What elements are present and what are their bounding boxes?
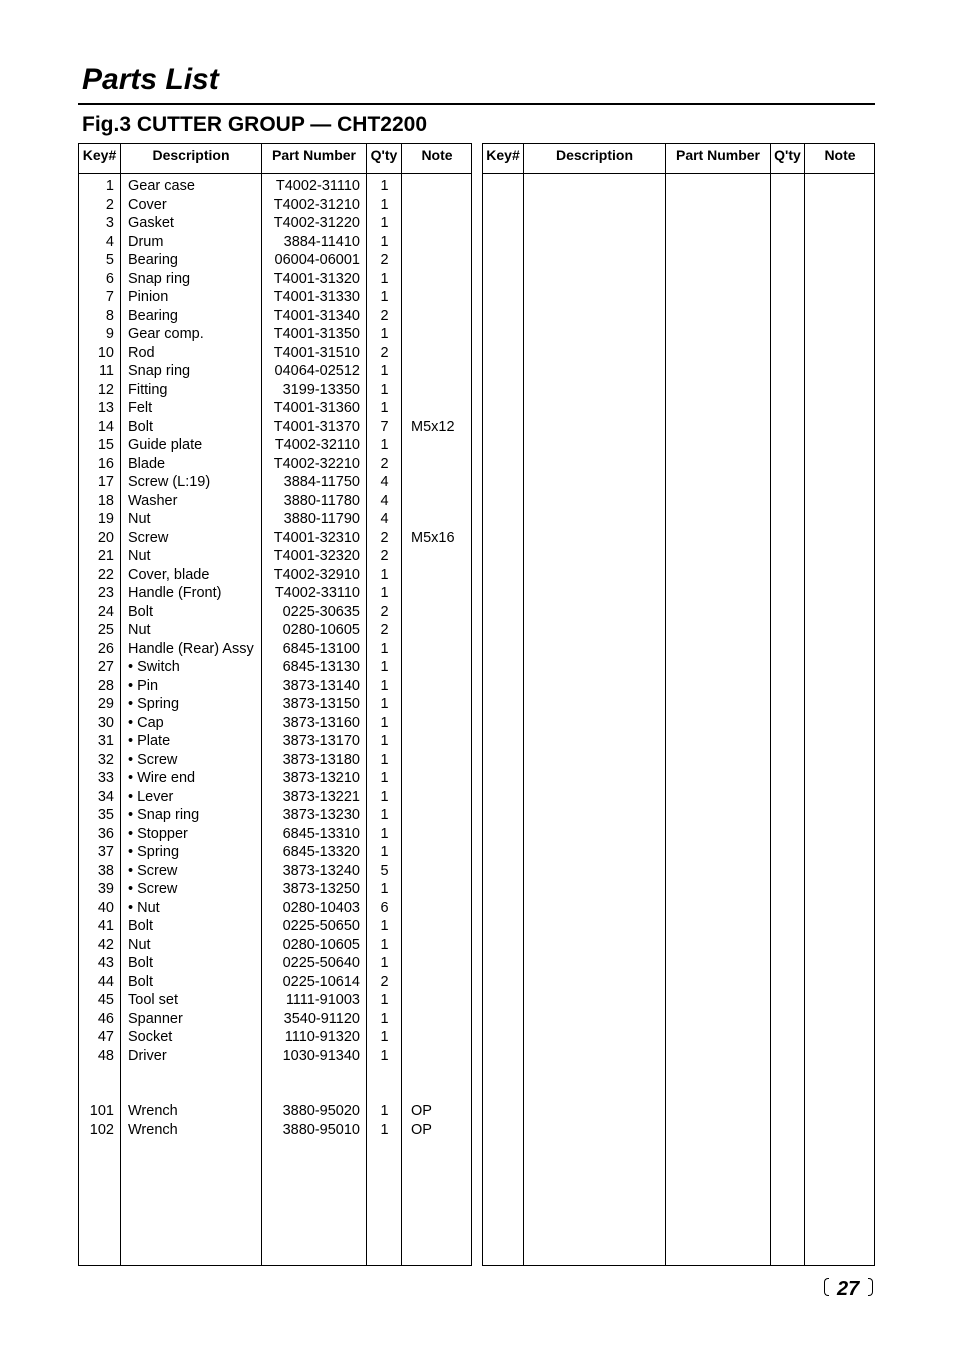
qty-cell: 1 (380, 677, 389, 694)
key-cell: 48 (97, 1047, 114, 1064)
qty-cell: 1 (380, 196, 389, 213)
qty-cell: 2 (380, 344, 389, 361)
table-row (79, 473, 471, 492)
table-row (79, 362, 471, 381)
part-number-cell: 3873-13180 (282, 751, 360, 768)
key-cell: 44 (97, 973, 114, 990)
description-cell: Handle (Front) (128, 585, 222, 601)
table-row (79, 954, 471, 973)
qty-cell: 1 (380, 770, 389, 786)
description-cell: Bolt (128, 918, 153, 934)
key-cell: 22 (97, 566, 114, 583)
header-description: Description (555, 147, 633, 163)
description-cell: Cover (128, 196, 167, 213)
table-row (79, 788, 471, 807)
part-number-cell: 3880-11780 (283, 492, 360, 509)
part-number-cell: T4001-31510 (273, 344, 360, 361)
table-row (79, 1028, 471, 1047)
header-part-number: Part Number (675, 147, 761, 163)
part-number-cell: T4002-31110 (275, 178, 360, 194)
description-cell: Nut (128, 548, 151, 564)
qty-cell: 2 (380, 548, 389, 564)
table-row (79, 732, 471, 751)
qty-cell: 1 (380, 1010, 389, 1027)
part-number-cell: 3880-11790 (283, 511, 360, 527)
page-number (820, 1276, 880, 1302)
key-cell: 38 (97, 862, 114, 879)
part-number-cell: 06004-06001 (274, 252, 360, 268)
qty-cell: 1 (380, 326, 389, 342)
description-cell: Rod (128, 344, 155, 361)
qty-cell: 6 (380, 899, 389, 916)
description-cell: • Stopper (128, 825, 188, 842)
description-cell: Washer (128, 492, 178, 509)
table-row (79, 862, 471, 881)
table-row (79, 455, 471, 474)
key-cell: 34 (97, 788, 114, 805)
description-cell: • Switch (128, 659, 180, 675)
key-cell: 18 (97, 492, 114, 509)
table-row (79, 843, 471, 862)
part-number-cell: 0225-30635 (282, 603, 360, 620)
qty-cell: 2 (380, 529, 389, 546)
table-row (79, 196, 471, 215)
key-cell: 35 (97, 807, 114, 823)
table-row (79, 399, 471, 418)
table-row (79, 584, 471, 603)
part-number-cell: 0280-10403 (282, 899, 360, 916)
description-cell: Wrench (128, 1103, 178, 1119)
part-number-cell: 3880-95010 (282, 1121, 360, 1138)
key-cell: 101 (89, 1103, 114, 1119)
description-cell: Bolt (128, 603, 153, 620)
qty-cell: 1 (380, 714, 389, 731)
table-row (79, 1084, 471, 1103)
table-row (79, 936, 471, 955)
key-cell: 32 (97, 751, 114, 768)
table-row (79, 677, 471, 696)
key-cell: 3 (105, 215, 114, 231)
key-cell: 13 (97, 400, 114, 416)
part-number-cell: 3540-91120 (283, 1010, 360, 1027)
description-cell: • Screw (128, 751, 178, 768)
key-cell: 36 (97, 825, 114, 842)
key-cell: 5 (105, 252, 114, 268)
key-cell: 20 (97, 529, 114, 546)
part-number-cell: 3873-13160 (282, 714, 360, 731)
figure-title: Fig.3 CUTTER GROUP — CHT2200 (82, 113, 428, 136)
qty-cell: 1 (380, 437, 389, 453)
qty-cell: 1 (380, 936, 389, 953)
qty-cell: 1 (380, 788, 389, 805)
qty-cell: 1 (380, 289, 389, 305)
description-cell: • Wire end (128, 770, 196, 786)
part-number-cell: 3884-11750 (283, 474, 360, 490)
key-cell: 26 (97, 640, 114, 657)
table-row (79, 307, 471, 326)
description-cell: • Spring (128, 844, 180, 860)
part-number-cell: T4002-31220 (273, 215, 360, 231)
description-cell: Blade (128, 455, 166, 472)
part-number-cell: 1110-91320 (284, 1029, 360, 1045)
description-cell: Gear comp. (128, 326, 204, 342)
part-number-cell: 3873-13250 (282, 881, 360, 897)
qty-cell: 1 (380, 918, 389, 934)
qty-cell: 1 (380, 381, 389, 398)
part-number-cell: 1111-91003 (285, 992, 360, 1008)
description-cell: Snap ring (128, 270, 191, 287)
table-row (79, 695, 471, 714)
part-number-cell: T4001-31350 (273, 326, 360, 342)
qty-cell: 1 (380, 807, 389, 823)
qty-cell: 4 (380, 474, 389, 490)
part-number-cell: 0225-50640 (282, 955, 360, 971)
key-cell: 8 (105, 307, 114, 324)
table-row (79, 880, 471, 899)
page-title: Parts List (82, 63, 219, 96)
key-cell: 14 (97, 418, 114, 435)
table-row (79, 270, 471, 289)
description-cell: • Lever (128, 788, 174, 805)
qty-cell: 7 (380, 418, 389, 435)
header-divider (483, 173, 874, 174)
part-number-cell: T4001-32320 (273, 548, 360, 564)
table-row (79, 325, 471, 344)
description-cell: Bolt (128, 418, 153, 435)
part-number-cell: 6845-13320 (282, 844, 360, 860)
qty-cell: 1 (380, 400, 389, 416)
table-row (79, 917, 471, 936)
header-qty: Q'ty (774, 147, 801, 163)
part-number-cell: 1030-91340 (282, 1047, 360, 1064)
key-cell: 27 (97, 659, 114, 675)
description-cell: • Spring (128, 696, 180, 712)
table-row (79, 288, 471, 307)
part-number-cell: 0225-50650 (282, 918, 360, 934)
description-cell: Socket (128, 1029, 173, 1045)
part-number-cell: 04064-02512 (274, 363, 360, 379)
qty-cell: 1 (380, 1103, 389, 1119)
table-row (79, 1047, 471, 1066)
table-row (79, 899, 471, 918)
description-cell: Nut (128, 511, 151, 527)
table-row (79, 769, 471, 788)
part-number-cell: 3873-13210 (282, 770, 360, 786)
table-row (79, 251, 471, 270)
description-cell: • Screw (128, 881, 178, 897)
page-number-value: 27 (837, 1278, 860, 1300)
key-cell: 42 (97, 936, 114, 953)
key-cell: 43 (97, 955, 114, 971)
part-number-cell: 3873-13170 (282, 733, 360, 749)
header-description: Description (152, 147, 230, 163)
part-number-cell: T4002-31210 (273, 196, 360, 213)
part-number-cell: 3873-13150 (282, 696, 360, 712)
qty-cell: 1 (380, 1029, 389, 1045)
description-cell: Bearing (128, 252, 178, 268)
table-row (79, 381, 471, 400)
table-row (79, 991, 471, 1010)
key-cell: 31 (97, 733, 114, 749)
qty-cell: 1 (380, 696, 389, 712)
key-cell: 11 (98, 363, 114, 379)
parts-table-left (78, 143, 472, 1266)
description-cell: Screw (128, 529, 169, 546)
qty-cell: 1 (380, 270, 389, 287)
key-cell: 45 (97, 992, 114, 1008)
description-cell: • Plate (128, 733, 171, 749)
key-cell: 12 (97, 381, 114, 398)
key-cell: 16 (97, 455, 114, 472)
qty-cell: 2 (380, 455, 389, 472)
table-row (79, 714, 471, 733)
qty-cell: 1 (380, 992, 389, 1008)
key-cell: 19 (97, 511, 114, 527)
key-cell: 28 (97, 677, 114, 694)
key-cell: 39 (97, 881, 114, 897)
table-row (79, 492, 471, 511)
qty-cell: 1 (380, 825, 389, 842)
table-row (79, 621, 471, 640)
key-cell: 33 (97, 770, 114, 786)
qty-cell: 4 (380, 492, 389, 509)
qty-cell: 1 (380, 640, 389, 657)
qty-cell: 1 (380, 178, 389, 194)
part-number-cell: 3873-13230 (282, 807, 360, 823)
column-divider (770, 144, 771, 1265)
title-divider (78, 103, 875, 105)
qty-cell: 1 (380, 1121, 389, 1138)
description-cell: Fitting (128, 381, 168, 398)
key-cell: 37 (97, 844, 114, 860)
key-cell: 10 (97, 344, 114, 361)
description-cell: • Pin (128, 677, 159, 694)
note-cell: M5x16 (411, 529, 455, 546)
header-note: Note (824, 147, 856, 163)
part-number-cell: 6845-13130 (282, 659, 360, 675)
table-row (79, 1121, 471, 1140)
column-divider (665, 144, 666, 1265)
note-cell: M5x12 (411, 418, 455, 435)
key-cell: 1 (105, 178, 114, 194)
part-number-cell: 3873-13240 (282, 862, 360, 879)
description-cell: Nut (128, 936, 151, 953)
qty-cell: 2 (380, 307, 389, 324)
table-row (79, 436, 471, 455)
qty-cell: 2 (380, 252, 389, 268)
qty-cell: 1 (380, 566, 389, 583)
part-number-cell: T4001-31360 (273, 400, 360, 416)
part-number-cell: 3199-13350 (282, 381, 360, 398)
description-cell: Bolt (128, 973, 153, 990)
part-number-cell: T4001-31320 (273, 270, 360, 287)
description-cell: Bearing (128, 307, 178, 324)
description-cell: • Screw (128, 862, 178, 879)
part-number-cell: 0225-10614 (282, 973, 360, 990)
description-cell: Gasket (128, 215, 174, 231)
key-cell: 23 (97, 585, 114, 601)
bracket-left (824, 1278, 829, 1296)
key-cell: 46 (97, 1010, 114, 1027)
part-number-cell: T4001-32310 (273, 529, 360, 546)
part-number-cell: T4001-31340 (273, 307, 360, 324)
column-divider (523, 144, 524, 1265)
qty-cell: 1 (380, 733, 389, 749)
table-row (79, 973, 471, 992)
description-cell: Wrench (128, 1121, 178, 1138)
description-cell: Handle (Rear) Assy (128, 640, 254, 657)
qty-cell: 1 (380, 844, 389, 860)
table-row (79, 825, 471, 844)
description-cell: Driver (128, 1047, 167, 1064)
key-cell: 29 (97, 696, 114, 712)
qty-cell: 1 (380, 215, 389, 231)
key-cell: 24 (97, 603, 114, 620)
table-row (79, 806, 471, 825)
description-cell: Gear case (128, 178, 195, 194)
qty-cell: 1 (380, 751, 389, 768)
key-cell: 4 (105, 233, 114, 250)
part-number-cell: 3884-11410 (283, 233, 360, 250)
part-number-cell: 3880-95020 (282, 1103, 360, 1119)
part-number-cell: T4001-31330 (273, 289, 360, 305)
table-row (79, 233, 471, 252)
note-cell: OP (411, 1103, 432, 1119)
description-cell: • Cap (128, 714, 164, 731)
table-row (79, 1065, 471, 1084)
table-row (79, 1010, 471, 1029)
key-cell: 41 (97, 918, 114, 934)
description-cell: Drum (128, 233, 164, 250)
description-cell: Cover, blade (128, 566, 210, 583)
description-cell: Screw (L:19) (128, 474, 211, 490)
key-cell: 21 (97, 548, 114, 564)
description-cell: Felt (128, 400, 153, 416)
key-cell: 9 (105, 326, 114, 342)
table-row (79, 1102, 471, 1121)
table-row (79, 214, 471, 233)
key-cell: 2 (105, 196, 114, 213)
header-divider (79, 173, 471, 174)
part-number-cell: 3873-13140 (282, 677, 360, 694)
column-divider (804, 144, 805, 1265)
qty-cell: 2 (380, 603, 389, 620)
description-cell: Spanner (128, 1010, 183, 1027)
description-cell: Bolt (128, 955, 153, 971)
key-cell: 30 (97, 714, 114, 731)
header-qty: Q'ty (370, 147, 398, 163)
bracket-right (868, 1278, 873, 1296)
key-cell: 6 (105, 270, 114, 287)
table-row (79, 566, 471, 585)
header-key: Key# (486, 147, 520, 163)
table-row (79, 603, 471, 622)
qty-cell: 1 (380, 363, 389, 379)
part-number-cell: 0280-10605 (282, 622, 360, 638)
qty-cell: 1 (380, 233, 389, 250)
key-cell: 17 (97, 474, 114, 490)
part-number-cell: 0280-10605 (282, 936, 360, 953)
table-row (79, 547, 471, 566)
part-number-cell: 6845-13310 (282, 825, 360, 842)
part-number-cell: T4002-32210 (273, 455, 360, 472)
qty-cell: 1 (380, 1047, 389, 1064)
header-key: Key# (82, 147, 117, 163)
key-cell: 47 (97, 1029, 114, 1045)
table-row (79, 529, 471, 548)
key-cell: 15 (97, 437, 114, 453)
qty-cell: 1 (380, 955, 389, 971)
table-row (79, 751, 471, 770)
part-number-cell: T4002-32910 (273, 566, 360, 583)
part-number-cell: 6845-13100 (282, 640, 360, 657)
table-row (79, 344, 471, 363)
qty-cell: 2 (380, 622, 389, 638)
table-row (79, 658, 471, 677)
table-row (79, 510, 471, 529)
parts-table-right (482, 143, 875, 1266)
qty-cell: 4 (380, 511, 389, 527)
qty-cell: 1 (380, 585, 389, 601)
qty-cell: 2 (380, 973, 389, 990)
part-number-cell: 3873-13221 (282, 788, 360, 805)
key-cell: 25 (97, 622, 114, 638)
part-number-cell: T4002-33110 (274, 585, 360, 601)
note-cell: OP (411, 1121, 432, 1138)
key-cell: 102 (89, 1121, 114, 1138)
description-cell: Nut (128, 622, 151, 638)
header-note: Note (421, 147, 453, 163)
part-number-cell: T4002-32110 (274, 437, 360, 453)
qty-cell: 5 (380, 862, 389, 879)
description-cell: Guide plate (128, 437, 203, 453)
header-part-number: Part Number (271, 147, 357, 163)
table-row (79, 640, 471, 659)
key-cell: 7 (105, 289, 114, 305)
key-cell: 40 (97, 899, 114, 916)
part-number-cell: T4001-31370 (273, 418, 360, 435)
description-cell: Pinion (128, 289, 169, 305)
table-row (79, 177, 471, 196)
qty-cell: 1 (380, 881, 389, 897)
table-row (79, 418, 471, 437)
description-cell: Snap ring (128, 363, 191, 379)
qty-cell: 1 (380, 659, 389, 675)
description-cell: • Nut (128, 899, 160, 916)
description-cell: Tool set (128, 992, 178, 1008)
description-cell: • Snap ring (128, 807, 200, 823)
